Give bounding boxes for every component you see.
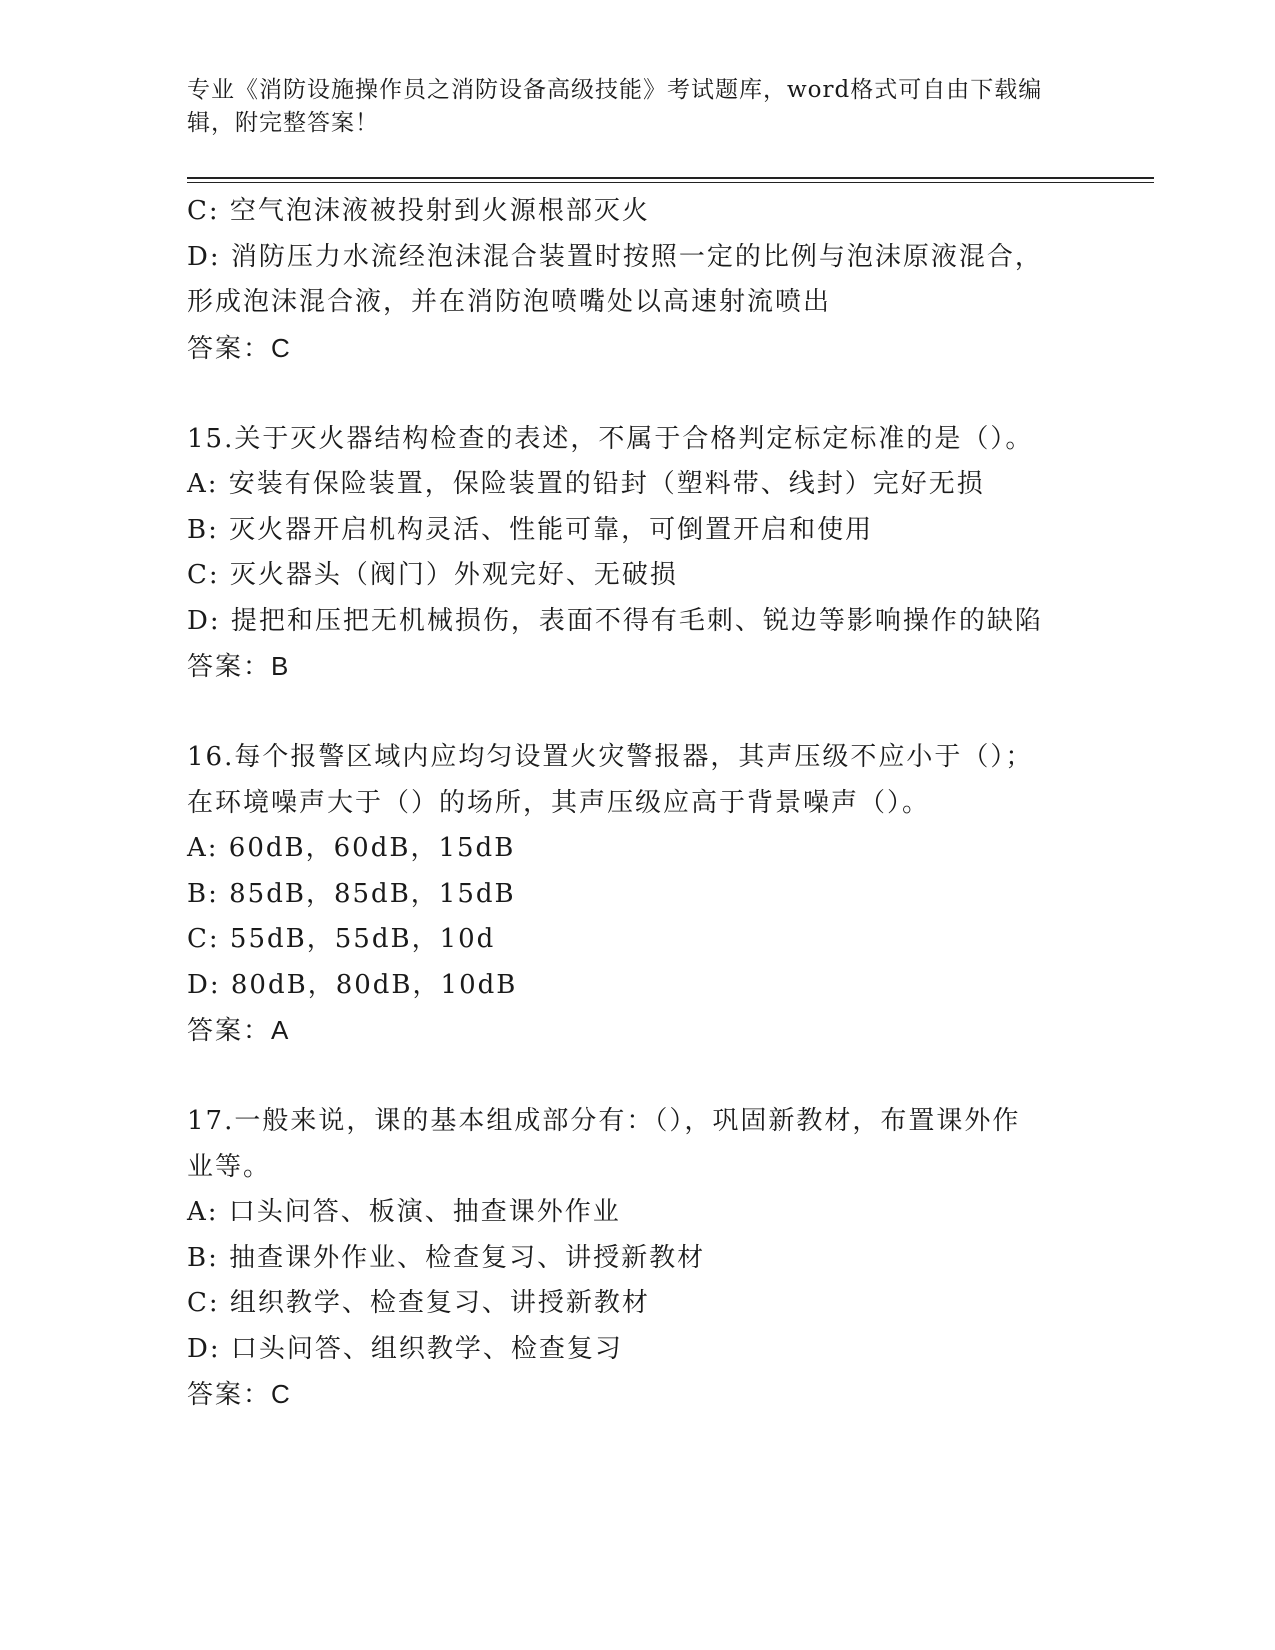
header-rule-thin: [187, 182, 1154, 183]
q15-option-b: B: 灭火器开启机构灵活、性能可靠，可倒置开启和使用: [187, 514, 874, 545]
q17-answer: 答案：C: [187, 1379, 292, 1409]
header-line-2: 辑，附完整答案！: [187, 110, 379, 136]
q15-option-c: C: 灭火器头（阀门）外观完好、无破损: [187, 560, 678, 590]
q16-answer: 答案：A: [187, 1015, 291, 1045]
prev-option-d-line-2: 形成泡沫混合液，并在消防泡喷嘴处以高速射流喷出: [187, 287, 832, 317]
prev-option-c: C: 空气泡沫液被投射到火源根部灭火: [187, 196, 650, 226]
q17-stem-line-1: 17.一般来说，课的基本组成部分有：（），巩固新教材，布置课外作: [187, 1106, 1021, 1136]
q16-stem-line-1: 16.每个报警区域内应均匀设置火灾警报器，其声压级不应小于（）；: [187, 742, 1034, 772]
q17-option-d: D: 口头问答、组织教学、检查复习: [187, 1333, 623, 1364]
document-header: [187, 74, 1067, 140]
spacer: [187, 371, 1087, 417]
q17-option-b: B: 抽查课外作业、检查复习、讲授新教材: [187, 1242, 706, 1273]
header-line-1: 专业《消防设施操作员之消防设备高级技能》考试题库，word格式可自由下载编: [187, 77, 1043, 103]
q16-option-a: A: 60dB，60dB，15dB: [187, 833, 516, 863]
q16-option-b: B: 85dB，85dB，15dB: [187, 878, 516, 909]
q15-stem: 15.关于灭火器结构检查的表述，不属于合格判定标定标准的是（）。: [187, 423, 1034, 454]
spacer: [187, 690, 1087, 736]
q17-stem-line-2: 业等。: [187, 1151, 272, 1182]
q17-option-a: A: 口头问答、板演、抽查课外作业: [187, 1197, 621, 1227]
spacer: [187, 1054, 1087, 1100]
q17-option-c: C: 组织教学、检查复习、讲授新教材: [187, 1288, 650, 1318]
q16-stem-line-2: 在环境噪声大于（）的场所，其声压级应高于背景噪声（）。: [187, 787, 931, 818]
question-content: [187, 189, 1087, 1418]
header-rule-thick: [187, 177, 1154, 179]
q15-answer: 答案：B: [187, 651, 291, 681]
q15-option-a: A: 安装有保险装置，保险装置的铅封（塑料带、线封）完好无损: [187, 469, 985, 499]
prev-option-d-line-1: D: 消防压力水流经泡沫混合装置时按照一定的比例与泡沫原液混合，: [187, 241, 1043, 272]
q15-option-d: D: 提把和压把无机械损伤，表面不得有毛刺、锐边等影响操作的缺陷: [187, 605, 1043, 636]
q16-option-d: D: 80dB，80dB，10dB: [187, 969, 518, 1000]
prev-answer: 答案：C: [187, 332, 292, 363]
q16-option-c: C: 55dB，55dB，10d: [187, 924, 496, 954]
